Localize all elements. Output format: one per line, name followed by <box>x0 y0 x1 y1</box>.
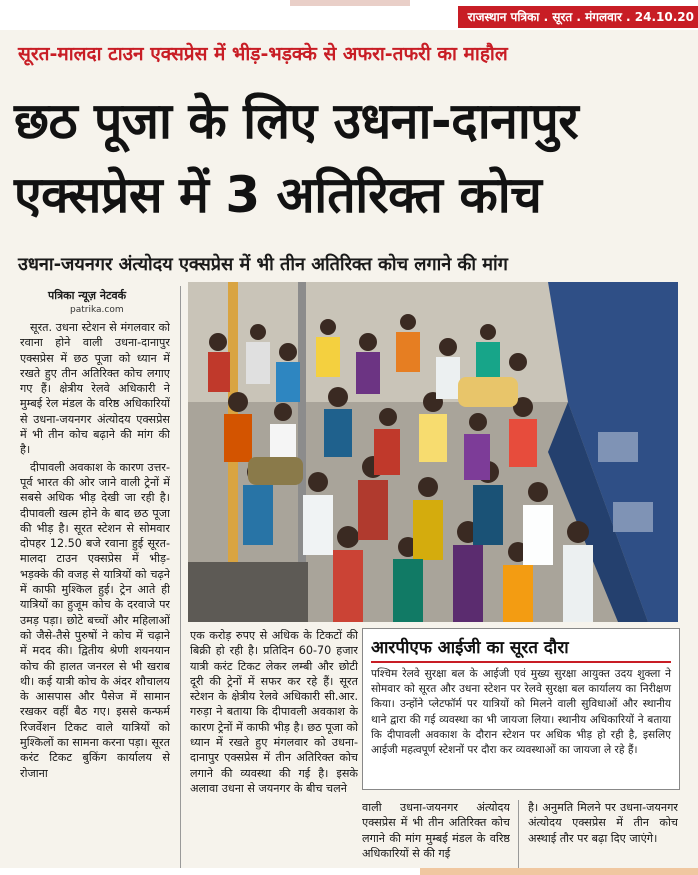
column-divider <box>518 800 519 868</box>
article-column-1 <box>20 320 170 868</box>
article-column-3: वाली उधना-जयनगर अंत्योदय एक्सप्रेस में भी तीन अतिरिक्त कोच लगाने की मांग मुम्बई मंडल के वरिष्ठ अधिकारियों से की गई <box>362 801 510 860</box>
crowd-photo-image <box>188 282 678 622</box>
article-column-4: है। अनुमति मिलने पर उधना-जयनगर अंत्योदय एक्सप्रेस में तीन कोच अस्थाई तौर पर बढ़ा दिए जाएंगे। <box>528 801 678 845</box>
crowd-photo <box>188 282 678 622</box>
byline-agency: पत्रिका न्यूज़ नेटवर्क <box>48 289 127 302</box>
sidebar-title: आरपीएफ आईजी का सूरत दौरा <box>371 638 569 658</box>
byline-website: patrika.com <box>70 305 124 315</box>
sidebar-text: पश्चिम रेलवे सुरक्षा बल के आईजी एवं मुख्य सुरक्षा आयुक्त उदय शुक्ला ने सोमवार को सूरत और उधना स्टेशन पर रेलवे सुरक्षा बल कार्यालय का निरीक्षण किया। उन्होंने प्लेटफॉर्म पर यात्रियों को मिलने वाली सुविधाओं और स्थानीय थाने द्वारा की गई व्यवस्था का भी जायजा लिया। स्थानीय अधिकारियों ने बताया कि दीपावली अवकाश के दौरान स्टेशन पर अधिक भीड़ हो रही है, इसलिए आईजी महत्वपूर्ण स्टेशनों पर दौरा कर व्यवस्थाओं का जायजा ले रहे हैं। <box>371 668 671 757</box>
headline: छठ पूजा के लिए उधना-दानापुर एक्सप्रेस में 3 अतिरिक्त कोच <box>14 92 579 224</box>
article-paragraph-1: सूरत. उधना स्टेशन से मंगलवार को रवाना होने वाली उधना-दानापुर एक्सप्रेस में छठ पूजा को ध्यान में रखते हुए तीन अतिरिक्त कोच लगाए गए हैं। क्षेत्रीय रेलवे अधिकारी ने मुम्बई रेल मंडल के वरिष्ठ अधिकारियों से उधना-जयनगर अंत्योदय एक्सप्रेस में भी तीन कोच बढ़ाने की मांग की है। <box>20 321 170 457</box>
column-divider <box>180 286 181 868</box>
deck: उधना-जयनगर अंत्योदय एक्सप्रेस में भी तीन अतिरिक्त कोच लगाने की मांग <box>18 254 508 275</box>
article-column-2: एक करोड़ रुपए से अधिक के टिकटों की बिक्री हो रही है। प्रतिदिन 60-70 हजार यात्री करंट टिकट लेकर लम्बी और छोटी दूरी की ट्रेनों में सफर कर रहे हैं। सूरत स्टेशन के क्षेत्रीय रेलवे अधिकारी सी.आर. गरुड़ा ने बताया कि दीपावली अवकाश के कारण ट्रेनों में काफी भीड़ है। छठ पूजा को ध्यान में रखते हुए मंगलवार को उधना-दानापुर एक्सप्रेस में तीन अतिरिक्त कोच लगाने की व्यवस्था की गई है। इसके अलावा उधना से जयनगर के बीच चलने <box>190 629 358 795</box>
bottom-strip <box>0 868 698 875</box>
article-paragraph-2: दीपावली अवकाश के कारण उत्तर-पूर्व भारत की ओर जाने वाली ट्रेनों में सबसे अधिक भीड़ देखी जा रही है। दीपावली खत्म होने के बाद छठ पूजा की भीड़ है। सूरत स्टेशन से सोमवार दोपहर 12.50 बजे रवाना हुई सूरत-मालदा टाउन एक्सप्रेस में भीड़-भड़क्के की वजह से यात्रियों को चढ़ने में काफी मुश्किल हुई। ट्रेन आते ही यात्रियों का हुजूम कोच के दरवाजे पर उमड़ पड़ा। छोटे बच्चों और महिलाओं को जैसे-तैसे पुरुषों ने कोच में चढ़ाने में मदद की। द्वितीय श्रेणी शयनयान कोच की हालत जनरल से भी खराब थी। कई यात्री कोच के अंदर शौचालय के आसपास और पैसेज में सामान रखकर वहीं बैठ गए। इससे कन्फर्म रिजर्वेशन टिकट वाले यात्रियों को मुश्किलों का सामना करना पड़ा। सूरत करंट टिकट बुकिंग कार्यालय से रोजाना <box>20 460 170 780</box>
sidebar-box <box>362 628 680 790</box>
top-strip <box>0 0 698 30</box>
ad-strip-bottom <box>420 868 698 875</box>
kicker: सूरत-मालदा टाउन एक्सप्रेस में भीड़-भड़क्के से अफरा-तफरी का माहौल <box>18 43 508 65</box>
ad-strip <box>290 0 410 6</box>
masthead: राजस्थान पत्रिका . सूरत . मंगलवार . 24.10.20 <box>458 6 698 28</box>
sidebar-rule <box>371 661 671 663</box>
